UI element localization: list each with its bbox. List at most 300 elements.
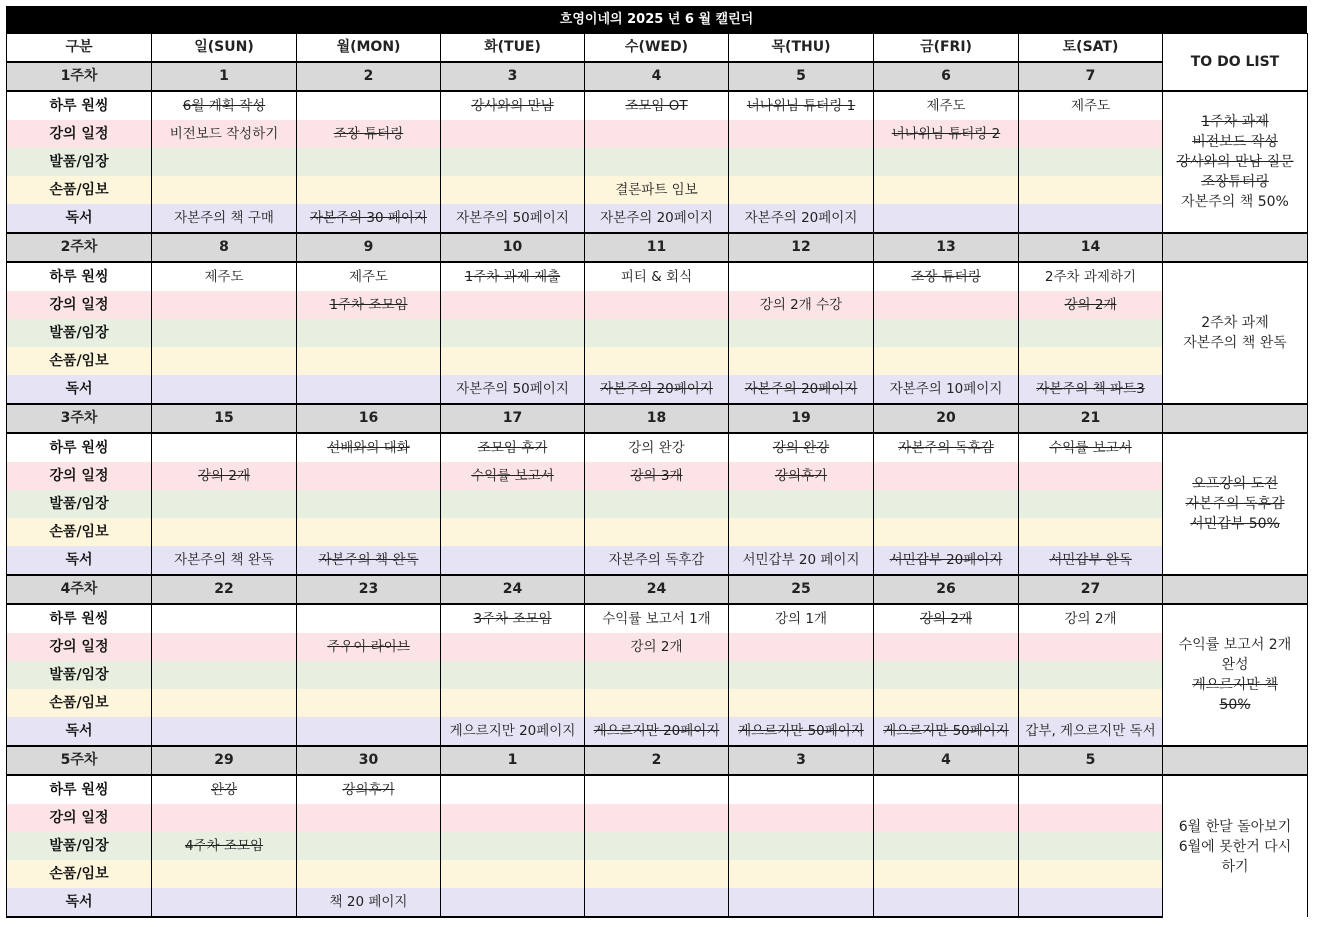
row-label: 하루 원씽 bbox=[7, 604, 152, 633]
row-label: 강의 일정 bbox=[7, 804, 152, 832]
task-cell[interactable] bbox=[441, 462, 585, 490]
task-row bbox=[7, 148, 1308, 176]
date-cell: 5 bbox=[729, 62, 874, 91]
date-cell: 15 bbox=[152, 404, 297, 433]
task-text: 강의 1개 bbox=[774, 611, 827, 627]
task-cell[interactable] bbox=[1019, 347, 1163, 375]
task-cell[interactable] bbox=[874, 120, 1019, 148]
task-text: 게으르지만 20페이지 bbox=[449, 723, 576, 739]
task-cell[interactable] bbox=[585, 291, 729, 319]
task-cell[interactable] bbox=[1019, 546, 1163, 575]
task-cell[interactable] bbox=[297, 262, 441, 291]
task-cell[interactable] bbox=[874, 462, 1019, 490]
task-cell[interactable] bbox=[874, 176, 1019, 204]
task-cell[interactable] bbox=[152, 204, 297, 233]
task-text-done: 1주차 조모임 bbox=[329, 297, 408, 313]
task-cell[interactable] bbox=[1019, 860, 1163, 888]
task-cell[interactable] bbox=[1019, 490, 1163, 518]
task-cell[interactable] bbox=[1019, 176, 1163, 204]
task-cell[interactable] bbox=[729, 176, 874, 204]
task-text-done: 서민갑부 완독 bbox=[1049, 552, 1132, 568]
task-cell[interactable] bbox=[297, 120, 441, 148]
task-text: 서민갑부 20 페이지 bbox=[742, 552, 860, 568]
task-text: 제주도 bbox=[1070, 98, 1111, 114]
task-cell[interactable] bbox=[874, 518, 1019, 546]
task-text-done: 조장 튜터링 bbox=[911, 269, 981, 285]
task-cell[interactable] bbox=[441, 291, 585, 319]
task-cell[interactable] bbox=[874, 717, 1019, 746]
task-cell[interactable] bbox=[1019, 120, 1163, 148]
task-cell[interactable] bbox=[441, 604, 585, 633]
todo-item: 6월에 못한거 다시 bbox=[1178, 838, 1292, 855]
task-cell[interactable] bbox=[297, 462, 441, 490]
row-label: 독서 bbox=[7, 204, 152, 233]
task-cell[interactable] bbox=[585, 262, 729, 291]
task-text-done: 조모임 후기 bbox=[477, 440, 548, 456]
task-cell[interactable] bbox=[441, 717, 585, 746]
date-cell: 12 bbox=[729, 233, 874, 262]
task-cell[interactable] bbox=[152, 262, 297, 291]
date-cell: 14 bbox=[1019, 233, 1163, 262]
task-cell[interactable] bbox=[729, 604, 874, 633]
task-cell[interactable] bbox=[1019, 804, 1163, 832]
task-cell[interactable] bbox=[585, 546, 729, 575]
task-cell[interactable] bbox=[152, 490, 297, 518]
date-cell: 11 bbox=[585, 233, 729, 262]
header-category: 구분 bbox=[7, 34, 152, 63]
task-row bbox=[7, 604, 1308, 633]
header-day: 수(WED) bbox=[585, 34, 729, 63]
task-cell[interactable] bbox=[441, 518, 585, 546]
task-cell[interactable] bbox=[874, 689, 1019, 717]
task-cell[interactable] bbox=[729, 717, 874, 746]
task-cell[interactable] bbox=[152, 775, 297, 804]
task-text-done: 조모임 OT bbox=[625, 98, 688, 114]
task-text-done: 1주차 과제 제출 bbox=[464, 269, 561, 285]
row-label: 강의 일정 bbox=[7, 462, 152, 490]
task-cell[interactable] bbox=[297, 689, 441, 717]
row-label: 강의 일정 bbox=[7, 120, 152, 148]
week-label: 1주차 bbox=[7, 62, 152, 91]
task-cell[interactable] bbox=[441, 120, 585, 148]
task-cell[interactable] bbox=[874, 204, 1019, 233]
task-text: 자본주의 독후감 bbox=[608, 552, 705, 568]
task-cell[interactable] bbox=[1019, 832, 1163, 860]
task-text: 강의 2개 수강 bbox=[759, 297, 843, 313]
task-cell[interactable] bbox=[152, 176, 297, 204]
task-cell[interactable] bbox=[297, 375, 441, 404]
task-cell[interactable] bbox=[152, 860, 297, 888]
task-cell[interactable] bbox=[585, 604, 729, 633]
task-cell[interactable] bbox=[874, 604, 1019, 633]
week-row bbox=[7, 404, 1308, 433]
task-cell[interactable] bbox=[1019, 291, 1163, 319]
task-cell[interactable] bbox=[297, 148, 441, 176]
task-cell[interactable] bbox=[874, 375, 1019, 404]
task-cell[interactable] bbox=[441, 832, 585, 860]
week-row bbox=[7, 233, 1308, 262]
task-cell[interactable] bbox=[585, 91, 729, 120]
task-cell[interactable] bbox=[297, 633, 441, 661]
task-cell[interactable] bbox=[441, 633, 585, 661]
date-cell: 7 bbox=[1019, 62, 1163, 91]
week-label: 3주차 bbox=[7, 404, 152, 433]
task-cell[interactable] bbox=[729, 462, 874, 490]
task-text: 결론파트 임보 bbox=[615, 182, 698, 198]
task-cell[interactable] bbox=[729, 518, 874, 546]
task-cell[interactable] bbox=[297, 832, 441, 860]
task-row bbox=[7, 490, 1308, 518]
task-cell[interactable] bbox=[1019, 262, 1163, 291]
task-cell[interactable] bbox=[585, 518, 729, 546]
task-cell[interactable] bbox=[585, 860, 729, 888]
task-cell[interactable] bbox=[441, 91, 585, 120]
todo-cell[interactable] bbox=[1163, 775, 1308, 917]
task-cell[interactable] bbox=[729, 347, 874, 375]
task-row bbox=[7, 176, 1308, 204]
header-day: 일(SUN) bbox=[152, 34, 297, 63]
task-cell[interactable] bbox=[729, 120, 874, 148]
date-cell: 9 bbox=[297, 233, 441, 262]
task-cell[interactable] bbox=[1019, 633, 1163, 661]
week-row bbox=[7, 575, 1308, 604]
task-cell[interactable] bbox=[585, 462, 729, 490]
task-cell[interactable] bbox=[585, 633, 729, 661]
task-cell[interactable] bbox=[441, 490, 585, 518]
task-text-done: 자본주의 독후감 bbox=[898, 440, 994, 456]
task-text-done: 강의 2개 bbox=[1064, 297, 1117, 313]
task-cell[interactable] bbox=[585, 490, 729, 518]
task-cell[interactable] bbox=[585, 148, 729, 176]
task-cell[interactable] bbox=[585, 804, 729, 832]
task-row bbox=[7, 689, 1308, 717]
task-cell[interactable] bbox=[874, 661, 1019, 689]
todo-cell[interactable] bbox=[1163, 262, 1308, 404]
task-cell[interactable] bbox=[152, 462, 297, 490]
task-cell[interactable] bbox=[152, 375, 297, 404]
task-cell[interactable] bbox=[585, 832, 729, 860]
row-label: 발품/임장 bbox=[7, 148, 152, 176]
task-cell[interactable] bbox=[441, 860, 585, 888]
task-cell[interactable] bbox=[297, 319, 441, 347]
date-cell: 8 bbox=[152, 233, 297, 262]
task-cell[interactable] bbox=[1019, 91, 1163, 120]
task-cell[interactable] bbox=[874, 291, 1019, 319]
task-cell[interactable] bbox=[729, 633, 874, 661]
task-cell[interactable] bbox=[874, 91, 1019, 120]
task-row bbox=[7, 433, 1308, 462]
task-cell[interactable] bbox=[729, 490, 874, 518]
task-cell[interactable] bbox=[1019, 462, 1163, 490]
task-text: 자본주의 50페이지 bbox=[456, 210, 569, 226]
task-cell[interactable] bbox=[297, 717, 441, 746]
task-cell[interactable] bbox=[585, 661, 729, 689]
date-cell: 1 bbox=[152, 62, 297, 91]
task-cell[interactable] bbox=[441, 375, 585, 404]
task-row bbox=[7, 775, 1308, 804]
row-label: 발품/임장 bbox=[7, 661, 152, 689]
task-cell[interactable] bbox=[874, 319, 1019, 347]
task-cell[interactable] bbox=[152, 661, 297, 689]
task-text-done: 조장 튜터링 bbox=[333, 126, 404, 142]
task-text-done: 자본주의 책 파트3 bbox=[1036, 381, 1145, 397]
task-cell[interactable] bbox=[441, 148, 585, 176]
date-cell: 19 bbox=[729, 404, 874, 433]
date-cell: 27 bbox=[1019, 575, 1163, 604]
task-row bbox=[7, 518, 1308, 546]
task-cell[interactable] bbox=[585, 888, 729, 917]
task-cell[interactable] bbox=[152, 319, 297, 347]
task-cell[interactable] bbox=[152, 689, 297, 717]
task-cell[interactable] bbox=[1019, 433, 1163, 462]
task-cell[interactable] bbox=[585, 433, 729, 462]
row-label: 손품/임보 bbox=[7, 518, 152, 546]
task-text: 제주도 bbox=[926, 98, 966, 114]
task-cell[interactable] bbox=[729, 319, 874, 347]
week-label: 4주차 bbox=[7, 575, 152, 604]
task-text-done: 선배와의 대화 bbox=[327, 440, 410, 456]
task-cell[interactable] bbox=[1019, 661, 1163, 689]
task-cell[interactable] bbox=[1019, 148, 1163, 176]
todo-item: 자본주의 독후감 bbox=[1185, 496, 1285, 512]
task-row bbox=[7, 319, 1308, 347]
task-cell[interactable] bbox=[297, 661, 441, 689]
todo-item: 오프강의 도전 bbox=[1192, 476, 1278, 492]
task-cell[interactable] bbox=[152, 888, 297, 917]
task-cell[interactable] bbox=[874, 888, 1019, 917]
task-cell[interactable] bbox=[1019, 319, 1163, 347]
task-cell[interactable] bbox=[729, 204, 874, 233]
task-cell[interactable] bbox=[585, 689, 729, 717]
date-cell: 1 bbox=[441, 746, 585, 775]
task-text-done: 너나위님 튜터링 2 bbox=[891, 126, 1001, 142]
header-day: 화(TUE) bbox=[441, 34, 585, 63]
task-text-done: 서민갑부 20페이지 bbox=[889, 552, 1003, 568]
task-cell[interactable] bbox=[874, 148, 1019, 176]
task-cell[interactable] bbox=[585, 717, 729, 746]
task-cell[interactable] bbox=[152, 291, 297, 319]
task-cell[interactable] bbox=[585, 176, 729, 204]
task-cell[interactable] bbox=[297, 546, 441, 575]
todo-item: 완성 bbox=[1221, 657, 1249, 673]
task-cell[interactable] bbox=[152, 433, 297, 462]
task-cell[interactable] bbox=[874, 347, 1019, 375]
row-label: 독서 bbox=[7, 375, 152, 404]
task-cell[interactable] bbox=[152, 604, 297, 633]
task-text-done: 자본주의 20페이지 bbox=[744, 381, 858, 397]
week-todo-header bbox=[1163, 404, 1308, 433]
task-cell[interactable] bbox=[297, 804, 441, 832]
task-row bbox=[7, 347, 1308, 375]
task-cell[interactable] bbox=[297, 490, 441, 518]
task-cell[interactable] bbox=[729, 546, 874, 575]
task-cell[interactable] bbox=[152, 91, 297, 120]
date-cell: 6 bbox=[874, 62, 1019, 91]
task-cell[interactable] bbox=[729, 291, 874, 319]
task-cell[interactable] bbox=[585, 319, 729, 347]
task-cell[interactable] bbox=[1019, 204, 1163, 233]
task-cell[interactable] bbox=[297, 291, 441, 319]
task-text: 2주차 과제하기 bbox=[1044, 269, 1137, 285]
task-row bbox=[7, 262, 1308, 291]
row-label: 손품/임보 bbox=[7, 347, 152, 375]
row-label: 독서 bbox=[7, 717, 152, 746]
task-cell[interactable] bbox=[1019, 888, 1163, 917]
task-cell[interactable] bbox=[874, 804, 1019, 832]
task-text-done: 자본주의 30 페이지 bbox=[309, 210, 428, 226]
task-cell[interactable] bbox=[1019, 375, 1163, 404]
task-cell[interactable] bbox=[585, 120, 729, 148]
task-cell[interactable] bbox=[585, 375, 729, 404]
row-label: 하루 원씽 bbox=[7, 433, 152, 462]
task-cell[interactable] bbox=[585, 775, 729, 804]
task-cell[interactable] bbox=[297, 888, 441, 917]
task-cell[interactable] bbox=[297, 91, 441, 120]
task-text-done: 강사와의 만남 bbox=[471, 98, 554, 114]
task-text-done: 3주차 조모임 bbox=[473, 611, 552, 627]
task-cell[interactable] bbox=[874, 860, 1019, 888]
task-text-done: 강의 2개 bbox=[197, 468, 250, 484]
task-cell[interactable] bbox=[297, 604, 441, 633]
task-cell[interactable] bbox=[874, 832, 1019, 860]
task-cell[interactable] bbox=[729, 832, 874, 860]
task-cell[interactable] bbox=[729, 375, 874, 404]
task-cell[interactable] bbox=[729, 860, 874, 888]
task-cell[interactable] bbox=[729, 888, 874, 917]
date-cell: 23 bbox=[297, 575, 441, 604]
task-cell[interactable] bbox=[441, 262, 585, 291]
task-cell[interactable] bbox=[874, 546, 1019, 575]
task-text: 자본주의 10페이지 bbox=[889, 381, 1003, 397]
task-cell[interactable] bbox=[729, 804, 874, 832]
task-text: 제주도 bbox=[348, 269, 389, 285]
task-cell[interactable] bbox=[441, 661, 585, 689]
task-text-done: 자본주의 20페이지 bbox=[600, 381, 713, 397]
date-cell: 26 bbox=[874, 575, 1019, 604]
task-cell[interactable] bbox=[152, 347, 297, 375]
task-cell[interactable] bbox=[1019, 717, 1163, 746]
task-row bbox=[7, 204, 1308, 233]
task-cell[interactable] bbox=[1019, 604, 1163, 633]
task-cell[interactable] bbox=[729, 775, 874, 804]
todo-item: 자본주의 책 완독 bbox=[1183, 335, 1287, 351]
task-row bbox=[7, 661, 1308, 689]
task-cell[interactable] bbox=[152, 148, 297, 176]
task-cell[interactable] bbox=[441, 347, 585, 375]
calendar-title: 흐영이네의 2025 년 6 월 캘린더 bbox=[6, 6, 1307, 33]
task-cell[interactable] bbox=[1019, 775, 1163, 804]
row-label: 발품/임장 bbox=[7, 319, 152, 347]
task-cell[interactable] bbox=[441, 689, 585, 717]
date-cell: 2 bbox=[297, 62, 441, 91]
task-cell[interactable] bbox=[874, 633, 1019, 661]
task-text: 강의 2개 bbox=[630, 639, 683, 655]
task-cell[interactable] bbox=[874, 490, 1019, 518]
date-cell: 5 bbox=[1019, 746, 1163, 775]
todo-cell[interactable] bbox=[1163, 91, 1308, 233]
task-cell[interactable] bbox=[152, 717, 297, 746]
task-cell[interactable] bbox=[441, 804, 585, 832]
todo-item: 자본주의 책 50% bbox=[1181, 194, 1289, 210]
task-cell[interactable] bbox=[729, 661, 874, 689]
date-cell: 13 bbox=[874, 233, 1019, 262]
task-cell[interactable] bbox=[874, 262, 1019, 291]
task-cell[interactable] bbox=[297, 860, 441, 888]
row-label: 손품/임보 bbox=[7, 860, 152, 888]
date-cell: 30 bbox=[297, 746, 441, 775]
task-text-done: 완강 bbox=[210, 782, 238, 798]
task-cell[interactable] bbox=[729, 689, 874, 717]
date-cell: 20 bbox=[874, 404, 1019, 433]
task-cell[interactable] bbox=[297, 433, 441, 462]
date-cell: 24 bbox=[441, 575, 585, 604]
task-cell[interactable] bbox=[441, 775, 585, 804]
row-label: 손품/임보 bbox=[7, 176, 152, 204]
task-text: 비전보드 작성하기 bbox=[169, 126, 279, 142]
task-cell[interactable] bbox=[729, 148, 874, 176]
task-cell[interactable] bbox=[297, 204, 441, 233]
task-cell[interactable] bbox=[874, 775, 1019, 804]
task-text: 강의 완강 bbox=[628, 440, 685, 456]
task-cell[interactable] bbox=[152, 804, 297, 832]
task-cell[interactable] bbox=[152, 832, 297, 860]
task-cell[interactable] bbox=[152, 546, 297, 575]
todo-cell[interactable] bbox=[1163, 433, 1308, 575]
task-cell[interactable] bbox=[441, 176, 585, 204]
task-cell[interactable] bbox=[441, 546, 585, 575]
task-cell[interactable] bbox=[297, 518, 441, 546]
task-cell[interactable] bbox=[585, 204, 729, 233]
task-cell[interactable] bbox=[441, 888, 585, 917]
date-cell: 21 bbox=[1019, 404, 1163, 433]
task-text: 갑부, 게으르지만 독서 bbox=[1025, 723, 1156, 739]
header-day: 토(SAT) bbox=[1019, 34, 1163, 63]
task-cell[interactable] bbox=[297, 347, 441, 375]
task-cell[interactable] bbox=[441, 319, 585, 347]
task-text: 강의 2개 bbox=[1064, 611, 1117, 627]
task-cell[interactable] bbox=[441, 204, 585, 233]
task-cell[interactable] bbox=[585, 347, 729, 375]
task-text-done: 너나위님 튜터링 1 bbox=[746, 98, 856, 114]
row-label: 하루 원씽 bbox=[7, 775, 152, 804]
week-row bbox=[7, 62, 1308, 91]
task-cell[interactable] bbox=[729, 262, 874, 291]
task-row bbox=[7, 860, 1308, 888]
task-text: 자본주의 책 구매 bbox=[174, 210, 274, 226]
task-cell[interactable] bbox=[1019, 689, 1163, 717]
task-cell[interactable] bbox=[152, 633, 297, 661]
task-text-done: 수익률 보고서 bbox=[1049, 440, 1132, 456]
task-text-done: 강의후기 bbox=[774, 468, 828, 484]
task-cell[interactable] bbox=[297, 176, 441, 204]
task-text: 자본주의 20페이지 bbox=[600, 210, 713, 226]
task-text: 피티 & 회식 bbox=[620, 269, 693, 285]
task-cell[interactable] bbox=[874, 433, 1019, 462]
task-cell[interactable] bbox=[152, 120, 297, 148]
task-row bbox=[7, 633, 1308, 661]
todo-cell[interactable] bbox=[1163, 604, 1308, 746]
calendar-table bbox=[6, 33, 1308, 918]
task-row bbox=[7, 888, 1308, 917]
task-cell[interactable] bbox=[729, 433, 874, 462]
task-cell[interactable] bbox=[297, 775, 441, 804]
task-cell[interactable] bbox=[152, 518, 297, 546]
row-label: 강의 일정 bbox=[7, 291, 152, 319]
task-cell[interactable] bbox=[441, 433, 585, 462]
task-cell[interactable] bbox=[729, 91, 874, 120]
todo-item: 1주차 과제 bbox=[1201, 114, 1269, 130]
task-cell[interactable] bbox=[1019, 518, 1163, 546]
